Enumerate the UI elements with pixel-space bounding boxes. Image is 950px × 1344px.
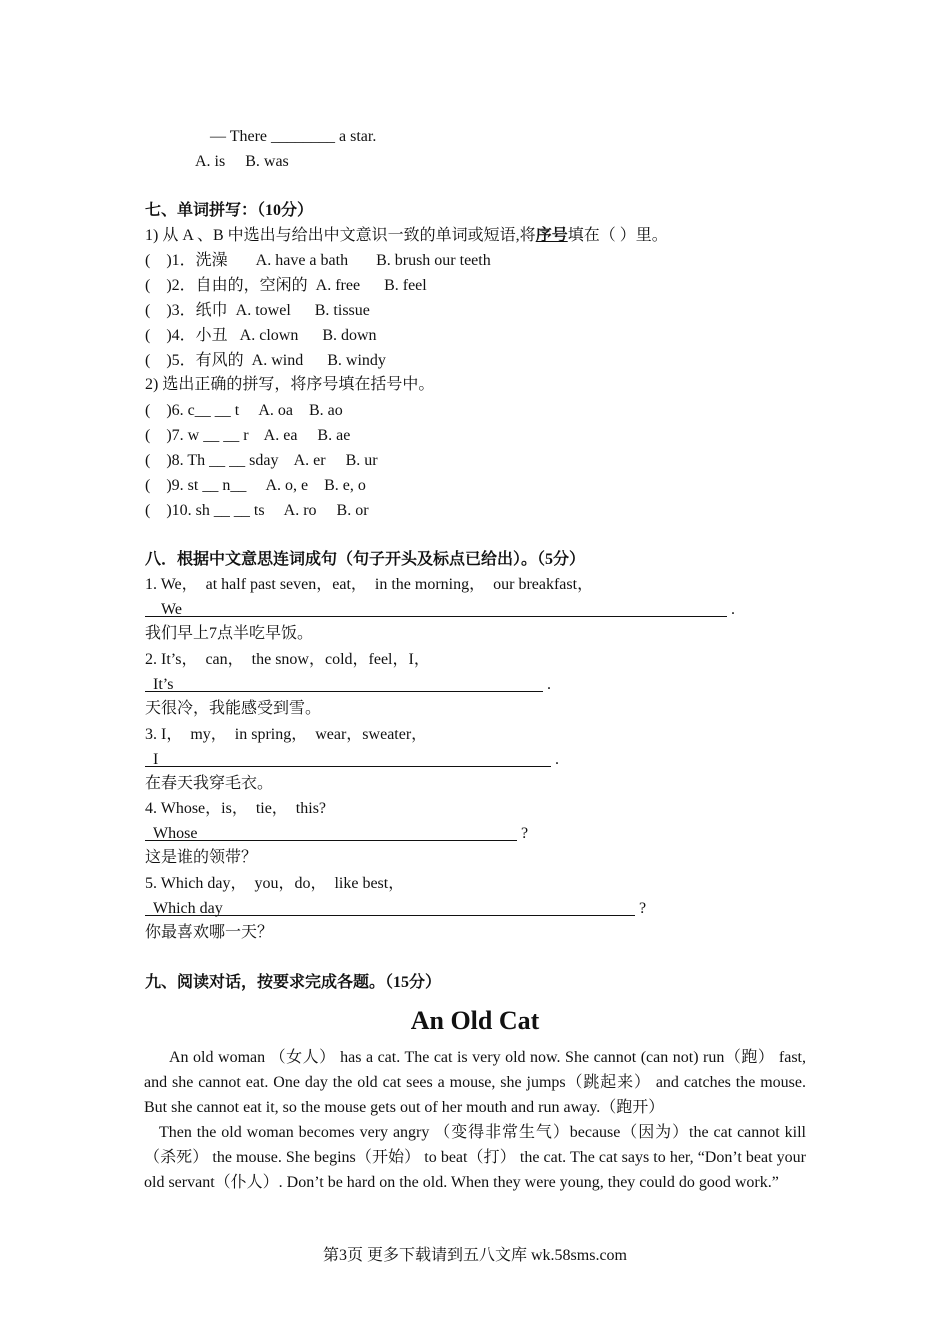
vocab-item: ( )5．有风的 A. wind B. windy xyxy=(145,352,386,369)
answer-blank[interactable]: Which day xyxy=(145,899,635,916)
page-footer: 第3页 更多下载请到五八文库 wk.58sms.com xyxy=(322,1247,627,1264)
answer-line: It’s . xyxy=(145,675,551,695)
story-paragraph: An old woman （女人） has a cat. The cat is very old now. She cannot (can not) run（跑） fast, and she cannot eat. One day the old cat sees a mouse, she jumps（跳起来） and catches the mouse. But she cannot eat it, so the mouse gets out of her mouth and run away.（跑开） xyxy=(144,1049,806,1116)
word-list: 3. I， my， in spring， wear，sweater， xyxy=(145,726,428,743)
section-7-part2-instruction: 2) 选出正确的拼写，将序号填在括号中。 xyxy=(145,376,435,393)
sentence-meaning: 这是谁的领带？ xyxy=(145,849,258,866)
question-line: — There ________ a star. xyxy=(210,128,377,145)
spelling-item: ( )9. st __ n__ A. o, e B. e, o xyxy=(145,477,366,494)
word-list: 4. Whose，is， tie， this? xyxy=(145,800,327,817)
section-8-heading: 八．根据中文意思连词成句（句子开头及标点已给出）。（5分） xyxy=(145,551,586,568)
answer-line: Which day ? xyxy=(145,899,646,919)
answer-blank[interactable]: I xyxy=(145,750,551,767)
vocab-item: ( )1．洗澡 A. have a bath B. brush our teeth xyxy=(145,252,491,269)
sentence-meaning: 在春天我穿毛衣。 xyxy=(145,775,274,792)
instruction-keyword: 序号 xyxy=(535,227,568,244)
spelling-item: ( )10. sh __ __ ts A. ro B. or xyxy=(145,502,369,519)
vocab-item: ( )3．纸巾 A. towel B. tissue xyxy=(145,302,370,319)
answer-blank[interactable]: Whose xyxy=(145,824,517,841)
word-list: 5. Which day， you，do， like best， xyxy=(145,875,405,892)
sentence-meaning: 你最喜欢哪一天？ xyxy=(145,924,274,941)
answer-line: Whose ? xyxy=(145,824,528,844)
story-title: An Old Cat xyxy=(410,1006,540,1035)
instruction-text: 填在（ ）里。 xyxy=(567,227,668,244)
section-7-part1-instruction xyxy=(145,226,668,246)
sentence-meaning: 我们早上7点半吃早饭。 xyxy=(145,625,314,642)
instruction-text: 1) 从 A 、B 中选出与给出中文意识一致的单词或短语,将 xyxy=(145,227,536,244)
spelling-item: ( )6. c__ __ t A. oa B. ao xyxy=(145,402,343,419)
section-7-heading: 七、单词拼写：（10分） xyxy=(145,202,314,219)
section-9-heading: 九、阅读对话，按要求完成各题。（15分） xyxy=(145,974,442,991)
spelling-item: ( )8. Th __ __ sday A. er B. ur xyxy=(145,452,378,469)
word-list: 1. We， at half past seven，eat， in the morning， our breakfast， xyxy=(145,576,594,593)
spelling-item: ( )7. w __ __ r A. ea B. ae xyxy=(145,427,351,444)
question-options: A. is B. was xyxy=(195,153,289,170)
story-paragraph: Then the old woman becomes very angry （变得非常生气）because（因为）the cat cannot kill（杀死） the mouse. She begins（开始） to beat（打） the cat. The cat says to her, “Don’t beat your old servant（仆人）. Don’t be hard on the old. When they were young, they could do good work.” xyxy=(144,1124,806,1191)
answer-line: We . xyxy=(145,600,735,620)
answer-line: I . xyxy=(145,750,559,770)
answer-blank[interactable]: It’s xyxy=(145,675,543,692)
vocab-item: ( )4．小丑 A. clown B. down xyxy=(145,327,377,344)
vocab-item: ( )2．自由的，空闲的 A. free B. feel xyxy=(145,277,427,294)
sentence-meaning: 天很冷，我能感受到雪。 xyxy=(145,700,322,717)
word-list: 2. It’s， can， the snow，cold，feel，I， xyxy=(145,651,430,668)
answer-blank[interactable]: We xyxy=(145,600,727,617)
